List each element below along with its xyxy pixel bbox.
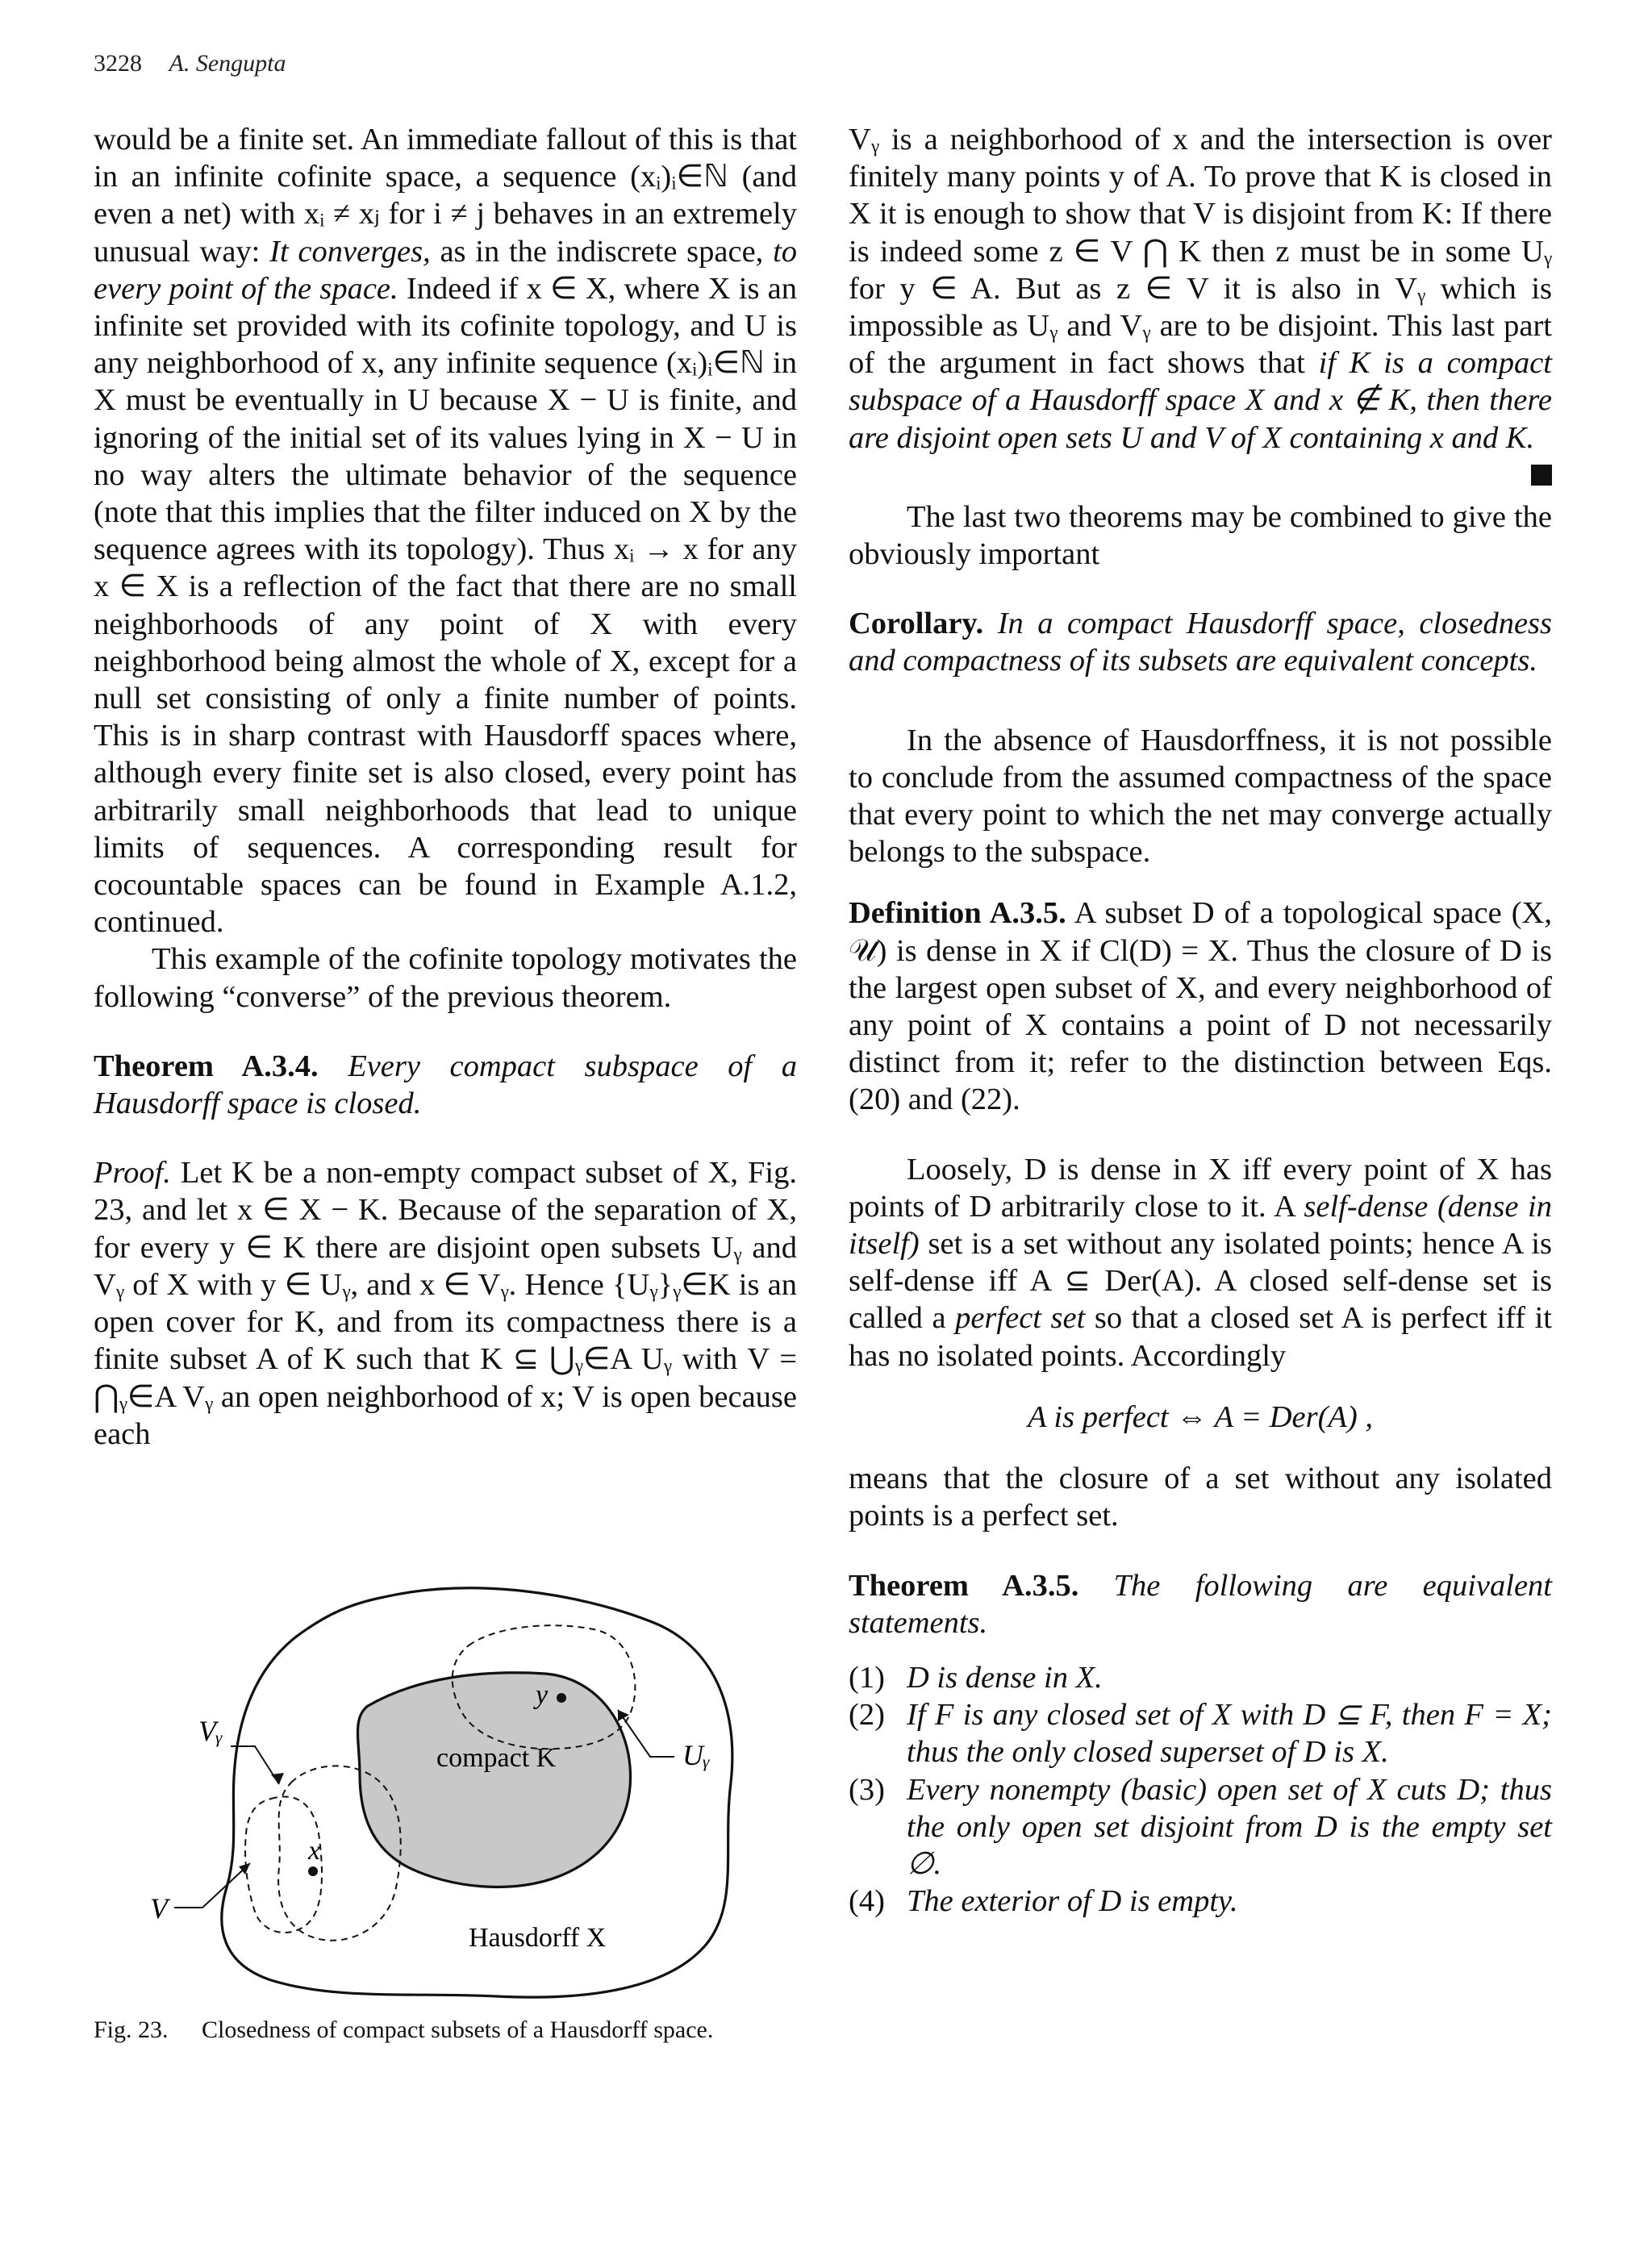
proof-label: Proof. <box>94 1156 171 1191</box>
figure-caption <box>94 2016 713 2044</box>
label-V: V <box>150 1892 168 1925</box>
equivalent-statements-list <box>849 1659 1552 1920</box>
corollary-label: Corollary. <box>849 607 984 641</box>
label-compact-K: compact K <box>436 1743 557 1773</box>
label-Uy: Uᵧ <box>682 1739 711 1771</box>
page-number: 3228 <box>94 50 142 77</box>
list-item: (2) If F is any closed set of X with D ⊆ F, then F = X; thus the only closed superset of D is X. <box>849 1698 1552 1770</box>
point-x <box>308 1866 318 1876</box>
corollary <box>849 605 1552 679</box>
list-item: (3) Every nonempty (basic) open set of X cuts D; thus the only open set disjoint from D is the empty set ∅. <box>849 1772 1552 1881</box>
proof-text: Let K be a non-empty compact subset of X, Fig. 23, and let x ∈ X − K. Because of the separation of X, for every y ∈ K there are disjoint open subsets Uᵧ and Vᵧ of X with y ∈ Uᵧ, and x ∈ Vᵧ. Hence {Uᵧ}ᵧ∈K is an open cover for K, and from its compactness there is a finite subset A of K such that K ⊆ ⋃ᵧ∈A Uᵧ with V = ⋂ᵧ∈A Vᵧ an open neighborhood of x; V is open because each <box>94 1156 797 1451</box>
paragraph-motivation: This example of the cofinite topology motivates the following “converse” of the previous theorem. <box>94 942 797 1014</box>
theorem2-label: Theorem A.3.5. <box>849 1568 1079 1603</box>
left-column <box>94 121 797 1453</box>
paragraph-combined: The last two theorems may be combined to give the obviously important <box>849 499 1552 572</box>
label-hausdorff-X: Hausdorff X <box>469 1923 607 1953</box>
paragraph-loosely: Loosely, D is dense in X iff every point of X has points of D arbitrarily close to it. A self-dense (dense in itself) set is a set without any isolated points; hence A is self-dense iff A ⊆ Der(A). A closed self-dense set is called a perfect set so that a closed set A is perfect iff it has no isolated points. Accordingly <box>849 1152 1553 1373</box>
definition-a35 <box>849 895 1552 1118</box>
author-name: A. Sengupta <box>169 50 286 77</box>
definition-label: Definition A.3.5. <box>849 896 1066 931</box>
theorem-label: Theorem A.3.4. <box>94 1049 319 1083</box>
figure-23 <box>94 1549 797 2033</box>
figure-caption-text: Closedness of compact subsets of a Hausdorff space. <box>202 2016 714 2043</box>
paragraph-absence: In the absence of Hausdorffness, it is not possible to conclude from the assumed compactness of the space that every point to which the net may converge actually belongs to the subspace. <box>849 723 1552 870</box>
right-column <box>849 121 1552 1920</box>
label-x: x <box>308 1836 321 1866</box>
qed-symbol <box>1531 465 1552 486</box>
list-item: (1) D is dense in X. <box>849 1660 1103 1695</box>
figure-number: Fig. 23. <box>94 2016 169 2043</box>
theorem-statement: Every compact subspace of a Hausdorff space is closed. <box>94 1049 797 1121</box>
list-item: (4) The exterior of D is empty. <box>849 1884 1238 1919</box>
label-Vy: Vᵧ <box>198 1715 223 1747</box>
pointer-V <box>174 1863 250 1908</box>
definition-text: A subset D of a topological space (X, 𝒰) is dense in X if Cl(D) = X. Thus the closure of D is the largest open subset of X, and every neighborhood of any point of X contains a point of D not necessarily distinct from it; refer to the distinction between Eqs. (20) and (22). <box>849 896 1552 1117</box>
hausdorff-diagram <box>94 1549 797 2033</box>
running-head <box>94 50 286 77</box>
theorem2-statement: The following are equivalent statements. <box>849 1568 1552 1640</box>
compact-set-K <box>358 1673 631 1887</box>
corollary-statement: In a compact Hausdorff space, closedness and compactness of its subsets are equivalent concepts. <box>849 607 1553 678</box>
theorem-a35 <box>849 1567 1552 1641</box>
proof-continued: Vᵧ is a neighborhood of x and the intersection is over finitely many points y of A. To prove that K is closed in X it is enough to show that V is disjoint from K: If there is indeed some z ∈ V ⋂ K then z must be in some Uᵧ for y ∈ A. But as z ∈ V it is also in Vᵧ which is impossible as Uᵧ and Vᵧ are to be disjoint. This last part of the argument in fact shows that if K is a compact subspace of a Hausdorff space X and x ∉ K, then there are disjoint open sets U and V of X containing x and K. <box>849 121 1552 457</box>
paragraph-means: means that the closure of a set without any isolated points is a perfect set. <box>849 1462 1552 1533</box>
paragraph-cofinite: would be a finite set. An immediate fallout of this is that in an infinite cofinite space, a sequence (xᵢ)ᵢ∈ℕ (and even a net) with xᵢ ≠ xⱼ for i ≠ j behaves in an extremely unusual way: It converges, as in the indiscrete space, to every point of the space. Indeed if x ∈ X, where X is an infinite set provided with its cofinite topology, and U is any neighborhood of x, any infinite sequence (xᵢ)ᵢ∈ℕ in X must be eventually in U because X − U is finite, and ignoring of the initial set of its values lying in X − U in no way alters the ultimate behavior of the sequence (note that this implies that the filter induced on X by the sequence agrees with its topology). Thus xᵢ → x for any x ∈ X is a reflection of the fact that there are no small neighborhoods of any point of X with every neighborhood being almost the whole of X, except for a null set consisting of only a finite number of points. This is in sharp contrast with Hausdorff spaces where, although every finite set is also closed, every point has arbitrarily small neighborhoods that lead to unique limits of sequences. A corresponding result for cocountable spaces can be found in Example A.1.2, continued. <box>94 123 798 940</box>
point-y <box>557 1693 566 1703</box>
proof <box>94 1154 797 1453</box>
pointer-Vy <box>231 1746 279 1784</box>
display-equation: A is perfect ⇔ A = Der(A) , <box>1027 1399 1374 1434</box>
theorem-a34 <box>94 1048 797 1122</box>
label-y: y <box>536 1680 549 1710</box>
